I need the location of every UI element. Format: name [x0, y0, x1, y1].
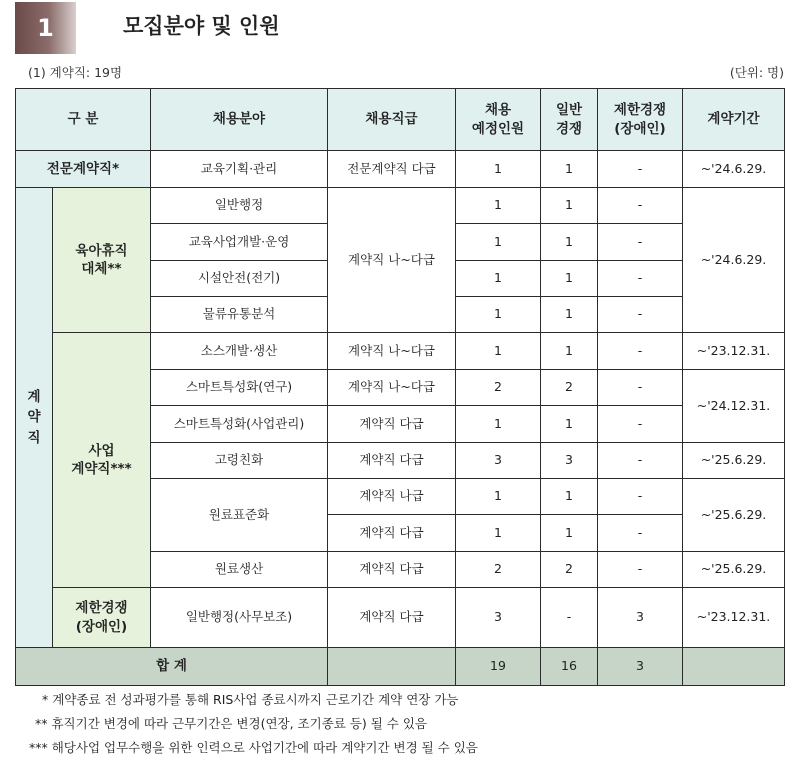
page-title: 모집분야 및 인원: [123, 14, 280, 38]
grade-cell: 계약직 다급: [328, 406, 456, 443]
planned-cell: 1: [456, 515, 541, 552]
field-cell: 일반행정(사무보조): [151, 588, 328, 648]
period-cell: ~'23.12.31.: [683, 588, 785, 648]
limited-cell: -: [598, 151, 683, 188]
header-general: 일반 경쟁: [541, 89, 598, 151]
limited-cell: 3: [598, 588, 683, 648]
total-limited: 3: [598, 648, 683, 686]
total-planned: 19: [456, 648, 541, 686]
limited-cell: -: [598, 443, 683, 479]
header-limited: 제한경쟁 (장애인): [598, 89, 683, 151]
period-cell: ~'23.12.31.: [683, 333, 785, 370]
table-row: [16, 151, 785, 188]
general-cell: 1: [541, 224, 598, 261]
limited-cell: -: [598, 224, 683, 261]
general-cell: 1: [541, 261, 598, 297]
grade-cell: 계약직 나급: [328, 479, 456, 515]
grade-cell: 계약직 나~다급: [328, 188, 456, 333]
section-number-box: [15, 2, 76, 54]
planned-cell: 1: [456, 406, 541, 443]
planned-cell: 1: [456, 151, 541, 188]
field-cell: 소스개발·생산: [151, 333, 328, 370]
planned-cell: 1: [456, 188, 541, 224]
total-label: 합 계: [16, 648, 328, 686]
field-cell: 원료생산: [151, 552, 328, 588]
planned-cell: 3: [456, 443, 541, 479]
general-cell: 1: [541, 297, 598, 333]
general-cell: 1: [541, 406, 598, 443]
table-row: [16, 188, 785, 224]
field-cell: 물류유통분석: [151, 297, 328, 333]
header-planned: 채용 예정인원: [456, 89, 541, 151]
period-cell: ~'25.6.29.: [683, 443, 785, 479]
planned-cell: 1: [456, 333, 541, 370]
unit-label: (단위: 명): [729, 65, 784, 80]
period-cell: ~'25.6.29.: [683, 552, 785, 588]
period-cell: ~'25.6.29.: [683, 479, 785, 552]
field-cell: 고령친화: [151, 443, 328, 479]
general-cell: 1: [541, 188, 598, 224]
period-cell: ~'24.6.29.: [683, 151, 785, 188]
group-disabled: 제한경쟁 (장애인): [53, 588, 151, 648]
grade-cell: 계약직 나~다급: [328, 370, 456, 406]
general-cell: 2: [541, 552, 598, 588]
total-row: [16, 648, 785, 686]
planned-cell: 1: [456, 479, 541, 515]
limited-cell: -: [598, 406, 683, 443]
period-cell: ~'24.12.31.: [683, 370, 785, 443]
recruitment-table: [15, 88, 785, 686]
subtitle: (1) 계약직: 19명: [28, 65, 123, 80]
total-grade-blank: [328, 648, 456, 686]
field-cell: 시설안전(전기): [151, 261, 328, 297]
planned-cell: 3: [456, 588, 541, 648]
general-cell: 1: [541, 333, 598, 370]
planned-cell: 2: [456, 552, 541, 588]
grade-cell: 계약직 다급: [328, 552, 456, 588]
field-cell: 스마트특성화(사업관리): [151, 406, 328, 443]
total-general: 16: [541, 648, 598, 686]
table-row: [16, 333, 785, 370]
footnote-2: ** 휴직기간 변경에 따라 근무기간은 변경(연장, 조기종료 등) 될 수 있음: [35, 716, 427, 731]
grade-cell: 계약직 나~다급: [328, 333, 456, 370]
limited-cell: -: [598, 479, 683, 515]
group-childcare: 육아휴직 대체**: [53, 188, 151, 333]
planned-cell: 1: [456, 261, 541, 297]
total-period-blank: [683, 648, 785, 686]
limited-cell: -: [598, 188, 683, 224]
category-contract: 계 약 직: [16, 188, 53, 648]
header-field: 채용분야: [151, 89, 328, 151]
general-cell: 2: [541, 370, 598, 406]
group-project: 사업 계약직***: [53, 333, 151, 588]
limited-cell: -: [598, 297, 683, 333]
field-cell: 일반행정: [151, 188, 328, 224]
header-period: 계약기간: [683, 89, 785, 151]
general-cell: 1: [541, 515, 598, 552]
category-expert: 전문계약직*: [16, 151, 151, 188]
section-number: 1: [37, 14, 54, 42]
grade-cell: 계약직 다급: [328, 515, 456, 552]
general-cell: 3: [541, 443, 598, 479]
header-grade: 채용직급: [328, 89, 456, 151]
field-cell: 교육사업개발·운영: [151, 224, 328, 261]
field-cell: 교육기획·관리: [151, 151, 328, 188]
footnote-1: * 계약종료 전 성과평가를 통해 RIS사업 종료시까지 근로기간 계약 연장 가능: [42, 692, 459, 707]
field-cell: 원료표준화: [151, 479, 328, 552]
general-cell: 1: [541, 479, 598, 515]
planned-cell: 1: [456, 224, 541, 261]
table-row: [16, 588, 785, 648]
planned-cell: 2: [456, 370, 541, 406]
limited-cell: -: [598, 370, 683, 406]
grade-cell: 계약직 다급: [328, 443, 456, 479]
grade-cell: 전문계약직 다급: [328, 151, 456, 188]
limited-cell: -: [598, 333, 683, 370]
limited-cell: -: [598, 515, 683, 552]
footnote-3: *** 해당사업 업무수행을 위한 인력으로 사업기간에 따라 계약기간 변경 될 수 있음: [29, 740, 478, 755]
planned-cell: 1: [456, 297, 541, 333]
limited-cell: -: [598, 552, 683, 588]
grade-cell: 계약직 다급: [328, 588, 456, 648]
general-cell: -: [541, 588, 598, 648]
header-row: [16, 89, 785, 151]
general-cell: 1: [541, 151, 598, 188]
limited-cell: -: [598, 261, 683, 297]
field-cell: 스마트특성화(연구): [151, 370, 328, 406]
period-cell: ~'24.6.29.: [683, 188, 785, 333]
header-category: 구 분: [16, 89, 151, 151]
